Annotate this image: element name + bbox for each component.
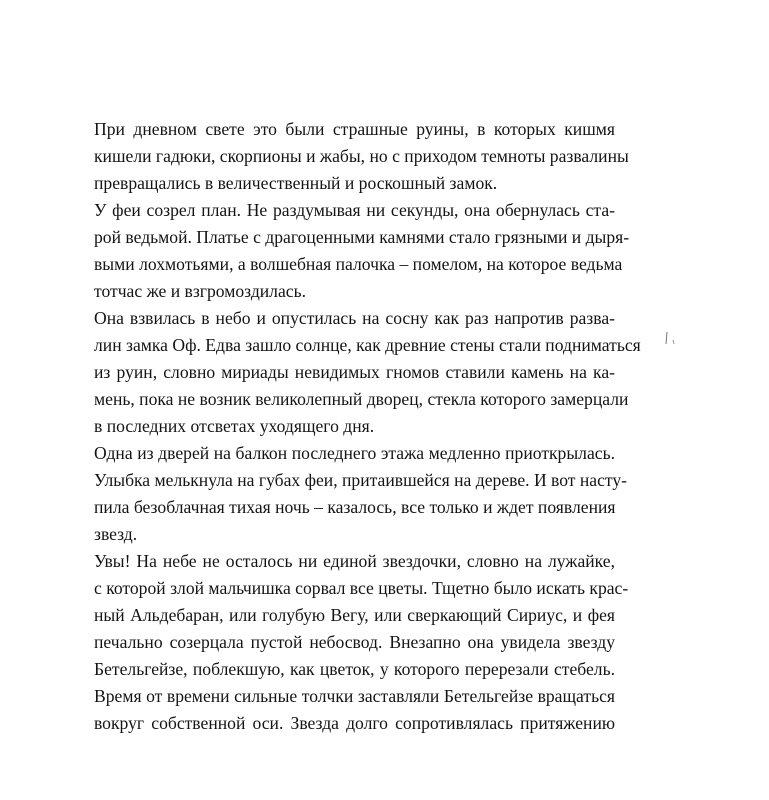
text-line: Улыбка мелькнула на губах феи, притаившейся на дереве. И вот насту-	[94, 470, 628, 490]
paragraph	[94, 197, 630, 305]
text-line: с которой злой мальчишка сорвал все цветы. Тщетно было искать крас-	[94, 578, 629, 598]
scan-speck	[664, 330, 678, 348]
text-line: Увы! На небе не осталось ни единой звездочки, словно на лужайке,	[94, 551, 615, 571]
page-text	[94, 116, 641, 737]
text-line: лин замка Оф. Едва зашло солнце, как древние стены стали подниматься	[94, 335, 641, 355]
text-line: Время от времени сильные толчки заставляли Бетельгейзе вращаться	[94, 686, 615, 706]
text-line: кишели гадюки, скорпионы и жабы, но с приходом темноты развалины	[94, 146, 629, 166]
text-line: Бетельгейзе, поблекшую, как цветок, у которого перерезали стебель.	[94, 659, 615, 679]
text-line: вокруг собственной оси. Звезда долго сопротивлялась притяжению	[94, 713, 615, 733]
text-line: Одна из дверей на балкон последнего этажа медленно приоткрылась.	[94, 443, 615, 463]
text-line: из руин, словно мириады невидимых гномов ставили камень на ка-	[94, 362, 615, 382]
text-line: У феи созрел план. Не раздумывая ни секунды, она обернулась ста-	[94, 200, 615, 220]
text-line: При дневном свете это были страшные руины, в которых кишмя	[94, 119, 615, 139]
text-line: звезд.	[94, 524, 138, 544]
paragraph	[94, 548, 629, 737]
text-line: Она взвилась в небо и опустилась на сосну как раз напротив разва-	[94, 308, 615, 328]
text-line: в последних отсветах уходящего дня.	[94, 416, 375, 436]
paragraph	[94, 116, 629, 197]
text-line: рой ведьмой. Платье с драгоценными камнями стало грязными и дыря-	[94, 227, 630, 247]
paragraph	[94, 305, 641, 440]
text-line: мень, пока не возник великолепный дворец, стекла которого замерцали	[94, 389, 629, 409]
text-line: выми лохмотьями, а волшебная палочка – помелом, на которое ведьма	[94, 254, 623, 274]
text-line: пила безоблачная тихая ночь – казалось, все только и ждет появления	[94, 497, 616, 517]
text-line: тотчас же и взгромоздилась.	[94, 281, 307, 301]
text-line: превращались в величественный и роскошный замок.	[94, 173, 498, 193]
text-line: ный Альдебаран, или голубую Вегу, или сверкающий Сириус, и фея	[94, 605, 615, 625]
paragraph	[94, 440, 628, 548]
text-line: печально созерцала пустой небосвод. Внезапно она увидела звезду	[94, 632, 615, 652]
